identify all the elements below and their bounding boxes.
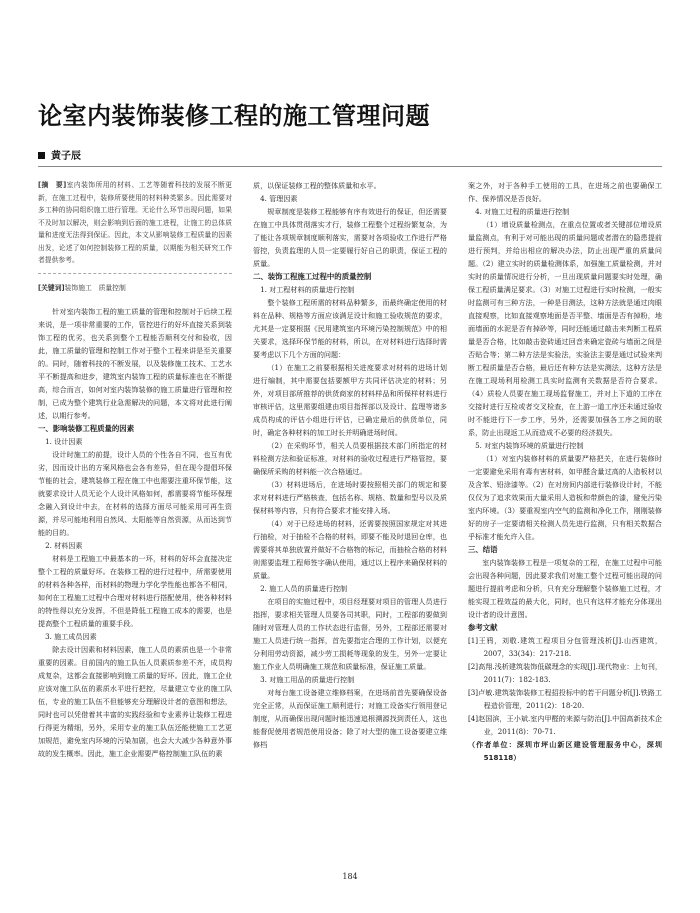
subsection-1-1: 1. 设计因素 <box>45 436 83 446</box>
paragraph: （3）材料进场后，在进场时要按照相关部门的规定和要求对材料进行严格核查，包括名称、规格、数量和型号以及质保材料等内容，只有符合要求才能安排入场。 <box>253 480 447 515</box>
paragraph: 规章制度是装修工程能够有序有效进行的保证，但还需要在施工中具体贯彻落实才行，装修工程整个过程纷繁复杂，为了能让各项规章制度顺利落实，需要对各项验收工作进行严格管控，负责监理的人员一定要履行好自己的职责，保证工程的质量。 <box>253 207 447 268</box>
paragraph-continued: 质，以保证装修工程的整体质量和水平。 <box>253 181 381 190</box>
paragraph: 在项目的实施过程中，项目经理要对项目的管理人员进行指挥，要求相关管理人员要各司其职，同时，工程部的要做到随时对管理人员的工作状态进行监督，另外，工程部还需要对施工人员进行统一指挥，首先要指定合理的工作计划，以便充分利用劳动资源，减少劳工损耗等现象的发生，另外一定要让施工作业人员明确施工规范和质量标准，保证施工质量。 <box>253 597 447 671</box>
abstract-text: 室内装饰所用的材料、工艺等随着科技的发展不断更新，在施工过程中，装修所要使用的材料种类繁多。因此需要对多工种的协同组织施工进行管理。无论什么环节出现问题，如果不及时加以解决，则会影响到后面的施工进程，让施工的总体质量和进度无法得到保证。因此，本文从影响装修工程质量的因素出发，论述了如何控制装修工程的质量，以期能为相关研究工作者提供参考。 <box>38 181 233 264</box>
article-title: 论室内装饰装修工程的施工管理问题 <box>38 102 430 130</box>
paragraph: （1）在施工之前要根据相关进度要求对材料的进场计划进行编制，其中需要包括要额甲方共同评估决定的材料；另外，对项目部所推荐的供货商家的材料样品和所保样材料进行审核评估，这里需要组建由项目指挥部以及设计、监理等诸多成员构成的评估小组进行评估，已确定最后的供货单位，同时，确定各种材料的加工时长并明确进场时间。 <box>253 363 447 437</box>
keywords <box>38 282 232 295</box>
paragraph: 整个装修工程所需的材料品种繁多，而最终确定使用的材料在品种、规格等方面应该满足设计和施工验收规范的要求，尤其是一定要根据《民用建筑室内环境污染控制规范》中的相关要求，选择环保节能的材料，所以，在对材料进行选择时需要考虑以下几个方面的问题： <box>253 298 447 359</box>
paragraph: 室内装饰装修工程是一项复杂的工程，在施工过程中可能会出现各种问题，因此要求我们对施工整个过程可能出现的问题进行提前考虑和分析，只有充分理解整个装修施工过程，才能实现工程效益的最大化，同时，也只有这样才能充分体现出设计者的设计意图。 <box>468 558 662 619</box>
paragraph: （4）对于已经进场的材料，还需要按照国家规定对其进行抽检，对于抽检不合格的材料，即要不能及时退回仓库，也需要将其单独放置并做好不合格物的标记，而抽检合格的材料则需要监理工程师签字确认使用，通过以上程序来确保材料的质量。 <box>253 519 447 580</box>
subsection-2-1: 1. 对工程材料的质量进行控制 <box>260 285 355 294</box>
paragraph: （2）在采购环节，相关人员要根据技术部门所指定的材料检测方法和验证标准，对材料的验收过程进行严格管控，要确保所采购的材料能一次合格通过。 <box>253 441 447 476</box>
references-list <box>468 634 662 764</box>
references-heading: 参考文献 <box>468 623 498 632</box>
title-divider <box>38 166 662 167</box>
section-3-heading: 三、结语 <box>468 545 498 554</box>
section-1-heading: 一、影响装修工程质量的因素 <box>38 423 135 433</box>
abstract-divider <box>38 273 232 274</box>
paragraph: 设计时施工的前提，设计人员的个性各自不同，也互有优劣，因而设计出的方案风格也会各有差异，但在现今提倡环保节能的社会，建筑装修工程在施工中也需要注重环保节能，这就要求设计人员无论个人设计风格如何，都需要将节能环保理念融入到设计中去，在材料的选择方面尽可能采用可再生资源，并尽可能地利用自然风、太阳能等自然资源，从而达到节能的目的。 <box>38 449 232 537</box>
author-line <box>38 147 81 162</box>
subsection-1-4: 4. 管理因素 <box>260 194 298 203</box>
section-2-heading: 二、装饰工程施工过程中的质量控制 <box>253 272 372 281</box>
intro-paragraph: 针对室内装饰工程的施工质量的管理和控制对于后续工程来说，是一项非常重要的工作，管控进行的好坏直接关系到装饰工程的优劣，也关系到整个工程能否顺利交付和验收，因此，施工质量的管理和控制工作对于整个工程来讲是至关重要的。同时，随着科技的不断发展，以及装修施工技术、工艺水平不断提高和进步，建筑室内装饰工程的质量标准也在不断提高，综合而言，如何对室内装饰装修的施工质量进行管理和控制，已成为整个建筑行业急需解决的问题，本文将对此进行阐述，以期行参考。 <box>38 306 232 420</box>
paragraph: （1）增设质量检测点，在重点位置或者关键部位增设质量监测点，有利于对可能出现的质量问题或者潜在的隐患提前进行预判，并给出相应的解决办法，防止出现严重的质量问题。（2）建立实时的质量检测体系，加强施工质量检测，并对实时的质量情况进行分析，一旦出现质量问题要实时处理，确保工程质量满足要求。（3）对施工过程进行实时检测，一般实时监测可有三种方法，一种是目测法，这种方法就是通过肉眼直接观察，比如直接观察地面是否平整、墙面是否有掉粉，地面墙面的水泥是否有掉砂等，同时还能通过敲击来判断工程质量是否合格，比如敲击瓷砖通过回音来确定瓷砖与墙面之间是否贴合等；第二种方法是实验法，实验法主要是通过试验来判断工程质量是否合格，最后还有种方法是实测法，这种方法是在施工现场利用检测工具实时监测有关数据是否符合要求。（4）质检人员要在施工现场监督施工，并对上下道的工序在交接时进行互检或者交叉检查，在上游一道工序还未通过验收时不能进行下一步工序，另外，还需要加强各工序之间的联系，防止出现返工从而造成不必要的经济损失。 <box>468 220 662 437</box>
author-name: 黄子辰 <box>51 151 81 162</box>
reference-item: [2]高翔.浅析建筑装饰低碳理念的实现[J].现代物业：上旬刊，2011(7)：182-183. <box>468 662 662 684</box>
reference-item: [3]卢敏.建筑装饰装修工程招投标中的若干问题分析[J].铁路工程造价管理，2011(2)：18-20. <box>468 688 662 710</box>
subsection-2-3: 3. 对施工用品的质量进行控制 <box>260 675 355 684</box>
reference-item: [4]赵国滨，王小斌.室内甲醛的来源与防治[J].中国高新技术企业，2011(8)：70-71. <box>468 714 662 736</box>
subsection-1-2: 2. 材料因素 <box>45 540 83 550</box>
column-3 <box>468 179 662 764</box>
subsection-2-4: 4. 对施工过程的质量进行控制 <box>475 207 570 216</box>
reference-item: [1]王鸦，刘敬.建筑工程项目分包管理浅析[J].山西建筑，2007，33(34)：217-218. <box>468 636 662 658</box>
abstract-tag: [摘 要] <box>38 181 67 189</box>
subsection-2-5: 5. 对室内装饰环境的质量进行控制 <box>475 441 584 450</box>
paragraph: （1）对室内装修材料的质量要严格把关，在进行装修时一定要避免采用有毒有害材料，如甲醛含量过高的人造板材以及含苯、铅涂漆等。（2）在对房间内部进行装修设计时，不能仅仅为了追求效果而大量采用人造板和带颜色的漆，避免污染室内环境。（3）要重视室内空气的监测和净化工作，刚刚装修好的房子一定要请相关检测人员先进行监测，只有相关数据合乎标准才能允许入住。 <box>468 454 662 541</box>
square-bullet-icon <box>38 152 45 159</box>
paragraph: 除去设计因素和材料因素，施工人员的素质也是一个非常重要的因素。目前国内的施工队伍人员素质参差不齐，成员构成复杂，这都会直接影响到施工质量的好坏。因此，施工企业应该对施工队伍的素质水平进行把控，尽量建立专业的施工队伍，专业的施工队伍不但能够充分理解设计者的意图和想法，同时也可以凭借着其丰富的实践经验和专业素养让装修工程进行得更为精细，另外，采用专业的施工队伍还能使施工工艺更加规范，避免室内环境的污染加剧，也会大大减少各种意外事故的发生概率。因此，施工企业需要严格控制施工队伍的素 <box>38 644 232 758</box>
keywords-tag: [关键词] <box>38 283 65 292</box>
paragraph-continued: 案之外，对于各种手工使用的工具，在进场之前也要确保工作、保养情况是否良好。 <box>468 181 662 203</box>
column-2 <box>253 179 447 751</box>
abstract <box>38 179 232 267</box>
page-number: 184 <box>342 872 358 881</box>
subsection-1-3: 3. 施工成员因素 <box>45 631 97 641</box>
subsection-2-2: 2. 施工人员的质量进行控制 <box>260 584 348 593</box>
paragraph: 材料是工程施工中最基本的一环，材料的好坏会直接决定整个工程的质量好坏。在装修工程的进行过程中，所需要使用的材料各种各样，而材料的物理力学化学性能也都各不相同，如何在工程施工过程中合理对材料进行搭配使用，使各种材料的特性得以充分发挥，不但是降低工程施工成本的需要，也是提高整个工程质量的重要手段。 <box>38 553 232 628</box>
column-1 <box>38 179 232 760</box>
author-affiliation: （作者单位：深圳市坪山新区建设管理服务中心，深圳 518118） <box>468 740 662 762</box>
keywords-text: 装饰施工 质量控制 <box>64 283 126 292</box>
paragraph: 对每台施工设备建立维修档案，在进场前首先要确保设备完全正常，从而保证施工顺利进行；对施工设备实行领用登记制度，从而确保出现问题时能迅速追根溯源找到责任人，这也能督促使用者规范使用设备；除了对大型的施工设备要建立维修档 <box>253 688 447 749</box>
